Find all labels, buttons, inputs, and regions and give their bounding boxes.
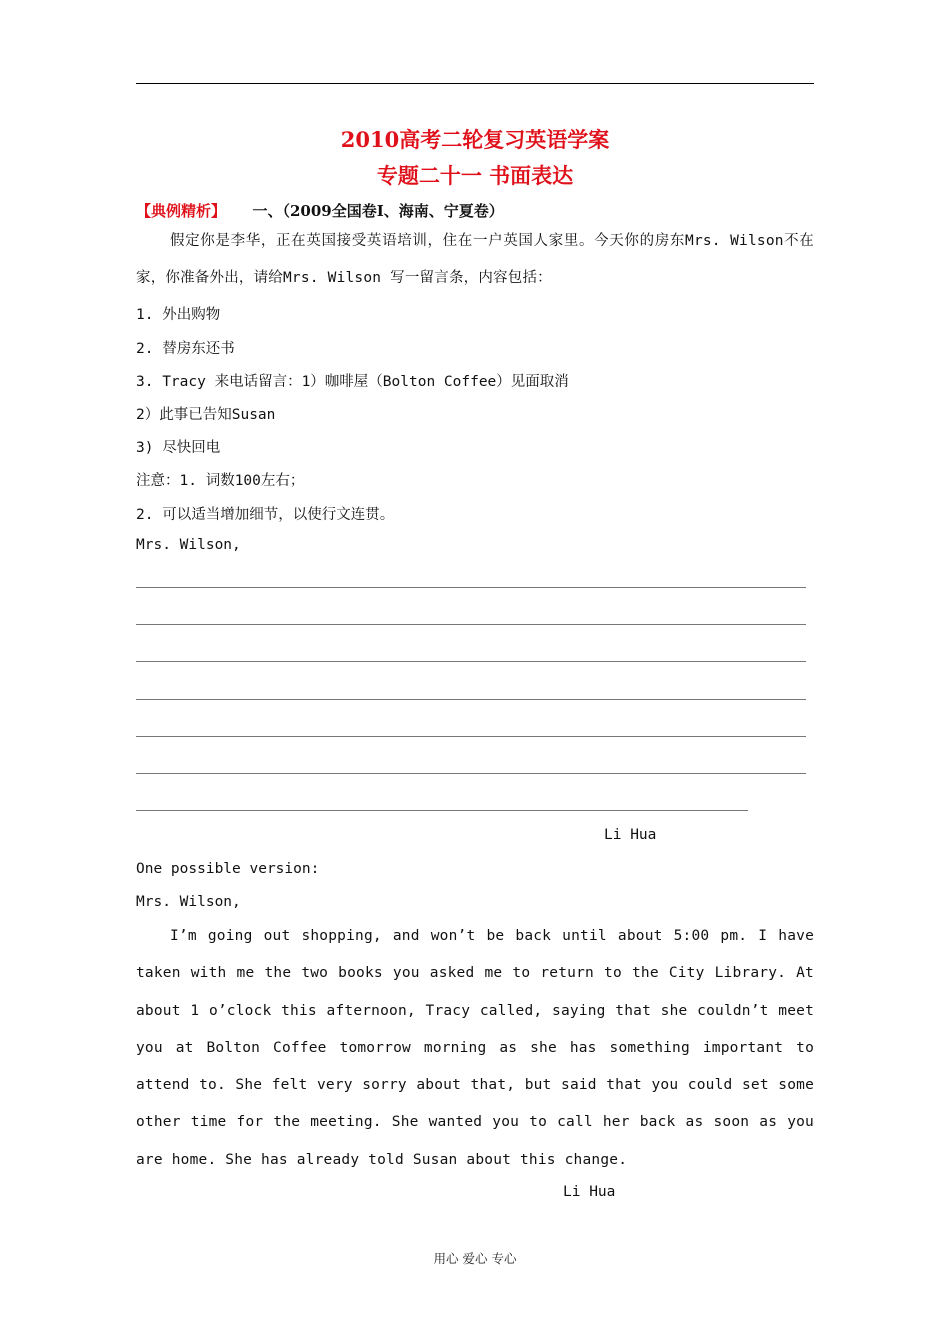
answer-line [136,810,748,811]
prompt-item-3: 3. Tracy 来电话留言：1）咖啡屋（Bolton Coffee）见面取消 [136,374,569,390]
document-title: 2010高考二轮复习英语学案 [340,127,610,152]
section-heading [136,200,504,221]
prompt-item-2: 2. 替房东还书 [136,341,235,357]
header-rule [136,83,814,84]
prompt-signature: Li Hua [604,827,657,843]
prompt-item-4: 2）此事已告知Susan [136,407,276,423]
example-tag: 【典例精析】 [136,202,227,220]
answer-line [136,773,806,774]
answer-body: I’m going out shopping, and won’t be back until about 5:00 pm. I have taken with me the two books you asked me to return to the City Library. At about 1 o’clock this afternoon, Tracy called, saying that she couldn’t meet you at Bolton Coffee tomorrow morning as she has something important to attend to. She felt very sorry about that, but said that you could set some other time for the meeting. She wanted you to call her back as soon as you are home. She has already told Susan about this change. [136,928,814,1168]
page-footer: 用心 爱心 专心 [433,1251,517,1266]
answer-line [136,736,806,737]
prompt-paragraph: 假定你是李华，正在英国接受英语培训，住在一户英国人家里。今天你的房东Mrs. Wilson不在家，你准备外出，请给Mrs. Wilson 写一留言条，内容包括： [136,233,814,287]
answer-signature: Li Hua [563,1184,616,1200]
answer-line [136,624,806,625]
prompt-item-5: 3) 尽快回电 [136,440,221,456]
prompt-note-1: 注意：1. 词数100左右； [136,473,305,489]
example-source: 一、（2009全国卷I、海南、宁夏卷） [252,202,504,220]
answer-line [136,699,806,700]
prompt-note-2: 2. 可以适当增加细节，以使行文连贯。 [136,507,395,523]
prompt-salutation: Mrs. Wilson, [136,537,241,553]
document-subtitle: 专题二十一 书面表达 [376,163,574,188]
prompt-item-1: 1. 外出购物 [136,307,221,323]
answer-line [136,587,806,588]
answer-label: One possible version: [136,861,320,877]
answer-salutation: Mrs. Wilson, [136,894,241,910]
answer-line [136,661,806,662]
